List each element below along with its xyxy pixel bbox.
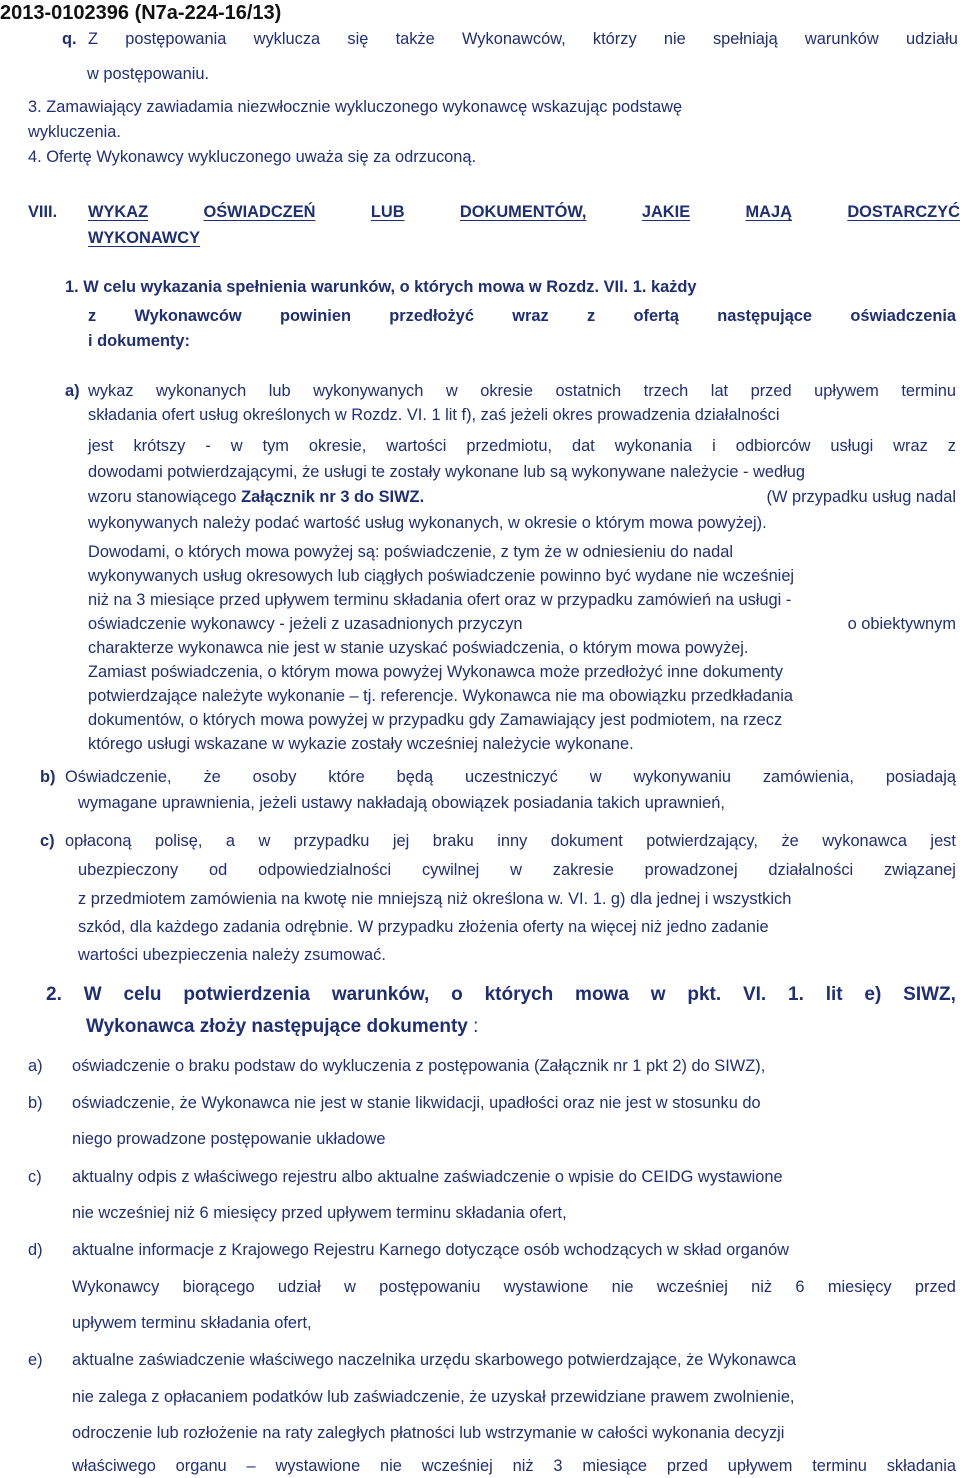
list-e-line-1: aktualne zaświadczenie właściwego naczelnika urzędu skarbowego potwierdzające, że Wykonawca bbox=[72, 1351, 797, 1369]
word: niż bbox=[512, 1457, 534, 1475]
item-a-text: wzoru stanowiącego bbox=[88, 488, 242, 506]
word: prowadzonej bbox=[644, 861, 738, 879]
item-a-line-6: wykonywanych należy podać wartość usług wykonanych, w okresie o którym mowa powyżej). bbox=[88, 514, 767, 532]
word: warunków bbox=[804, 30, 879, 48]
word: ubezpieczony bbox=[78, 861, 179, 879]
word: ofertą bbox=[633, 307, 680, 325]
word: odbiorców bbox=[735, 437, 811, 455]
word: z bbox=[586, 307, 596, 325]
item-a-line-1 bbox=[88, 380, 956, 403]
word: 2. bbox=[46, 984, 62, 1005]
word: w bbox=[650, 984, 666, 1005]
paragraph-q-line-2: w postępowaniu. bbox=[87, 65, 210, 83]
word: się bbox=[347, 30, 369, 48]
word: powinien bbox=[279, 307, 351, 325]
word: upływem bbox=[727, 1457, 793, 1475]
word: w bbox=[510, 861, 522, 879]
word: od bbox=[209, 861, 228, 879]
word: Wykonawcy bbox=[72, 1278, 160, 1296]
word: wystawione bbox=[503, 1278, 589, 1296]
word: 3 bbox=[553, 1457, 563, 1475]
word: uczestniczyć bbox=[464, 768, 558, 786]
word: celu bbox=[123, 984, 162, 1005]
evidence-line-4-right: o obiektywnym bbox=[847, 615, 956, 633]
word: Oświadczenie, bbox=[65, 768, 172, 786]
word: które bbox=[328, 768, 365, 786]
item-b-line-2: wymagane uprawnienia, jeżeli ustawy nakładają obowiązek posiadania takich uprawnień, bbox=[78, 794, 725, 812]
word: JAKIE bbox=[641, 203, 691, 221]
word: okresie, bbox=[308, 437, 367, 455]
word: potwierdzający, bbox=[646, 832, 758, 850]
item-label-q: q. bbox=[62, 30, 77, 48]
word: z bbox=[88, 307, 97, 325]
word: składania bbox=[886, 1457, 956, 1475]
word: wykonawca bbox=[822, 832, 907, 850]
list-e-line-3: odroczenie lub rozłożenie na raty zaległych płatności lub wstrzymanie w całości wykonania decyzji bbox=[72, 1424, 785, 1442]
word: także bbox=[395, 30, 435, 48]
word: Wykonawców, bbox=[461, 30, 566, 48]
point-2-heading: Wykonawca złoży następujące dokumenty bbox=[86, 1016, 468, 1037]
word: wraz bbox=[893, 437, 928, 455]
item-label-c: c) bbox=[40, 832, 55, 850]
word: krótszy bbox=[133, 437, 186, 455]
word: OŚWIADCZEŃ bbox=[203, 203, 316, 221]
section-title-line-1 bbox=[88, 201, 960, 224]
word: e) bbox=[864, 984, 882, 1005]
word: 1. bbox=[788, 984, 804, 1005]
word: lat bbox=[710, 382, 729, 400]
word: właściwego bbox=[72, 1457, 156, 1475]
word: terminu bbox=[901, 382, 956, 400]
word: wartości bbox=[386, 437, 447, 455]
word: dokument bbox=[550, 832, 623, 850]
word: – bbox=[246, 1457, 256, 1475]
word: lub bbox=[268, 382, 291, 400]
word: okresie bbox=[480, 382, 534, 400]
section-number: VIII. bbox=[28, 203, 58, 221]
evidence-line-2: wykonywanych usług okresowych lub ciągłych poświadczenie powinno być wydane nie wcześniej bbox=[88, 567, 795, 585]
paragraph-3-line-2: wykluczenia. bbox=[28, 123, 121, 141]
list-c-line-1: aktualny odpis z właściwego rejestru albo aktualne zaświadczenie o wpisie do CEIDG wystawione bbox=[72, 1168, 783, 1186]
word: spełniają bbox=[712, 30, 778, 48]
list-d-line-1: aktualne informacje z Krajowego Rejestru Karnego dotyczące osób wchodzących w skład organów bbox=[72, 1241, 790, 1259]
word: odpowiedzialności bbox=[258, 861, 392, 879]
word: wykonanych bbox=[156, 382, 247, 400]
word: osoby bbox=[252, 768, 297, 786]
item-a-line-5-right: (W przypadku usług nadal bbox=[766, 488, 956, 506]
word: potwierdzenia bbox=[183, 984, 310, 1005]
list-a-line-1: oświadczenie o braku podstaw do wykluczenia z postępowania (Załącznik nr 1 pkt 2) do SIWZ), bbox=[72, 1057, 766, 1075]
paragraph-q-line-1 bbox=[88, 28, 958, 51]
word: 6 bbox=[795, 1278, 805, 1296]
document-reference: 2013-0102396 (N7a-224-16/13) bbox=[0, 2, 282, 24]
word: wykaz bbox=[88, 382, 134, 400]
paragraph-3-line-1: 3. Zamawiający zawiadamia niezwłocznie wykluczonego wykonawcę wskazując podstawę bbox=[28, 98, 683, 116]
item-a-line-4: dowodami potwierdzającymi, że usługi te zostały wykonane lub są wykonywane należycie - według bbox=[88, 463, 805, 481]
word: dat bbox=[571, 437, 595, 455]
word: MAJĄ bbox=[745, 203, 792, 221]
evidence-line-6: Zamiast poświadczenia, o którym mowa powyżej Wykonawca może przedłożyć inne dokumenty bbox=[88, 663, 783, 681]
word: posiadają bbox=[885, 768, 956, 786]
list-d-line-3: upływem terminu składania ofert, bbox=[72, 1314, 312, 1332]
word: o bbox=[451, 984, 463, 1005]
word: nie bbox=[663, 30, 686, 48]
word: udziału bbox=[905, 30, 958, 48]
word: postępowaniu bbox=[379, 1278, 481, 1296]
word: w bbox=[258, 832, 271, 850]
word: braku bbox=[432, 832, 474, 850]
evidence-line-4: oświadczenie wykonawcy - jeżeli z uzasadnionych przyczyn bbox=[88, 615, 523, 633]
word: którzy bbox=[592, 30, 637, 48]
evidence-line-7: potwierdzające należyte wykonanie – tj. referencje. Wykonawca nie ma obowiązku przedkładania bbox=[88, 687, 794, 705]
word: organu bbox=[175, 1457, 227, 1475]
list-label-e: e) bbox=[28, 1351, 43, 1369]
word: nie bbox=[380, 1457, 402, 1475]
word: w bbox=[445, 382, 458, 400]
word: w bbox=[589, 768, 602, 786]
word: wykonywanych bbox=[313, 382, 424, 400]
point-1-line-1: 1. W celu wykazania spełnienia warunków, o których mowa w Rozdz. VII. 1. każdy bbox=[65, 278, 697, 296]
word: warunków, bbox=[331, 984, 430, 1005]
attachment-reference: Załącznik nr 3 do SIWZ. bbox=[241, 488, 425, 506]
word: związanej bbox=[883, 861, 956, 879]
word: opłaconą bbox=[65, 832, 132, 850]
item-a-line-5 bbox=[88, 486, 424, 509]
list-label-b: b) bbox=[28, 1094, 43, 1112]
evidence-line-1: Dowodami, o których mowa powyżej są: poświadczenie, z tym że w odniesieniu do nadal bbox=[88, 543, 734, 561]
word: udział bbox=[277, 1278, 321, 1296]
word: miesięcy bbox=[827, 1278, 892, 1296]
word: terminu bbox=[812, 1457, 867, 1475]
word: i bbox=[712, 437, 716, 455]
word: usługi bbox=[830, 437, 874, 455]
word: wykonania bbox=[614, 437, 693, 455]
word: w bbox=[344, 1278, 356, 1296]
word: VI. bbox=[742, 984, 767, 1005]
word: w bbox=[230, 437, 243, 455]
evidence-line-5: charakterze wykonawca nie jest w stanie uzyskać poświadczenia, o którym mowa powyżej. bbox=[88, 639, 749, 657]
word: DOSTARCZYĆ bbox=[847, 203, 960, 221]
item-a-line-3 bbox=[88, 435, 956, 458]
list-label-d: d) bbox=[28, 1241, 43, 1259]
item-c-line-2 bbox=[78, 859, 956, 882]
list-d-line-2 bbox=[72, 1276, 956, 1299]
word: upływem bbox=[814, 382, 879, 400]
word: wcześniej bbox=[421, 1457, 493, 1475]
word: ostatnich bbox=[555, 382, 622, 400]
word: których bbox=[484, 984, 554, 1005]
word: wystawione bbox=[275, 1457, 361, 1475]
word: Z bbox=[88, 30, 99, 48]
item-c-line-4: szkód, dla każdego zadania odrębnie. W przypadku złożenia oferty na więcej niż jedno zadanie bbox=[78, 918, 769, 936]
word: jest bbox=[930, 832, 956, 850]
evidence-line-8: dokumentów, o których mowa powyżej w przypadku gdy Zamawiający jest podmiotem, na rzecz bbox=[88, 711, 783, 729]
word: tym bbox=[262, 437, 289, 455]
word: przedmiotu, bbox=[466, 437, 552, 455]
word: miesiące bbox=[582, 1457, 648, 1475]
item-b-line-1 bbox=[65, 766, 956, 789]
word: zamówienia, bbox=[762, 768, 854, 786]
word: a bbox=[225, 832, 235, 850]
word: będą bbox=[396, 768, 434, 786]
word: wykonywaniu bbox=[633, 768, 731, 786]
word: postępowania bbox=[125, 30, 227, 48]
list-label-c: c) bbox=[28, 1168, 42, 1186]
point-2-line-2 bbox=[86, 1015, 478, 1038]
word: DOKUMENTÓW, bbox=[459, 203, 587, 221]
point-1-line-3: i dokumenty: bbox=[88, 332, 190, 350]
word: przedłożyć bbox=[389, 307, 474, 325]
item-label-a: a) bbox=[65, 382, 80, 400]
word: nie bbox=[611, 1278, 634, 1296]
list-label-a: a) bbox=[28, 1057, 43, 1075]
word: oświadczenia bbox=[850, 307, 956, 325]
word: mowa bbox=[575, 984, 629, 1005]
word: W bbox=[83, 984, 102, 1005]
word: działalności bbox=[768, 861, 854, 879]
item-c-line-5: wartości ubezpieczenia należy zsumować. bbox=[78, 946, 386, 964]
word: inny bbox=[497, 832, 528, 850]
item-a-line-2: składania ofert usług określonych w Rozdz. VI. 1 lit f), zaś jeżeli okres prowadzenia działalności bbox=[88, 406, 780, 424]
item-c-line-1 bbox=[65, 830, 956, 853]
word: następujące bbox=[717, 307, 813, 325]
word: wcześniej bbox=[656, 1278, 728, 1296]
list-b-line-2: niego prowadzone postępowanie układowe bbox=[72, 1130, 386, 1148]
word: lit bbox=[825, 984, 843, 1005]
word: LUB bbox=[370, 203, 405, 221]
word: że bbox=[781, 832, 799, 850]
word: jest bbox=[88, 437, 114, 455]
word: wraz bbox=[512, 307, 549, 325]
word: zakresie bbox=[552, 861, 614, 879]
word: z bbox=[947, 437, 956, 455]
section-title-line-2: WYKONAWCY bbox=[88, 229, 200, 247]
word: SIWZ, bbox=[903, 984, 956, 1005]
evidence-line-9: którego usługi wskazane w wykazie zostały wcześniej należycie wykonane. bbox=[88, 735, 634, 753]
item-label-b: b) bbox=[40, 768, 56, 786]
word: wyklucza bbox=[253, 30, 321, 48]
word: jej bbox=[392, 832, 410, 850]
word: przed bbox=[666, 1457, 708, 1475]
word: przed bbox=[914, 1278, 956, 1296]
point-1-line-2 bbox=[88, 305, 956, 328]
list-e-line-4 bbox=[72, 1455, 956, 1478]
word: przypadku bbox=[293, 832, 370, 850]
word: WYKAZ bbox=[88, 203, 149, 221]
list-e-line-2: nie zalega z opłacaniem podatków lub zaświadczenie, że uzyskał przewidziane prawem zwolnienie, bbox=[72, 1388, 795, 1406]
item-c-line-3: z przedmiotem zamówienia na kwotę nie mniejszą niż określona w. VI. 1. g) dla jednej i wszystkich bbox=[78, 890, 792, 908]
paragraph-4: 4. Ofertę Wykonawcy wykluczonego uważa się za odrzuconą. bbox=[28, 148, 477, 166]
word: polisę, bbox=[155, 832, 203, 850]
word: pkt. bbox=[687, 984, 722, 1005]
word: - bbox=[205, 437, 211, 455]
word: cywilnej bbox=[421, 861, 480, 879]
list-c-line-2: nie wcześniej niż 6 miesięcy przed upływem terminu składania ofert, bbox=[72, 1204, 567, 1222]
evidence-line-3: niż na 3 miesiące przed upływem terminu składania ofert oraz w przypadku zamówień na usługi - bbox=[88, 591, 792, 609]
word: trzech bbox=[643, 382, 689, 400]
word: Wykonawców bbox=[134, 307, 242, 325]
word: niż bbox=[751, 1278, 773, 1296]
list-b-line-1: oświadczenie, że Wykonawca nie jest w stanie likwidacji, upadłości oraz nie jest w stosunku do bbox=[72, 1094, 761, 1112]
point-2-line-1 bbox=[46, 983, 956, 1006]
point-2-colon: : bbox=[467, 1016, 479, 1037]
word: że bbox=[203, 768, 221, 786]
word: biorącego bbox=[182, 1278, 255, 1296]
word: przed bbox=[750, 382, 792, 400]
